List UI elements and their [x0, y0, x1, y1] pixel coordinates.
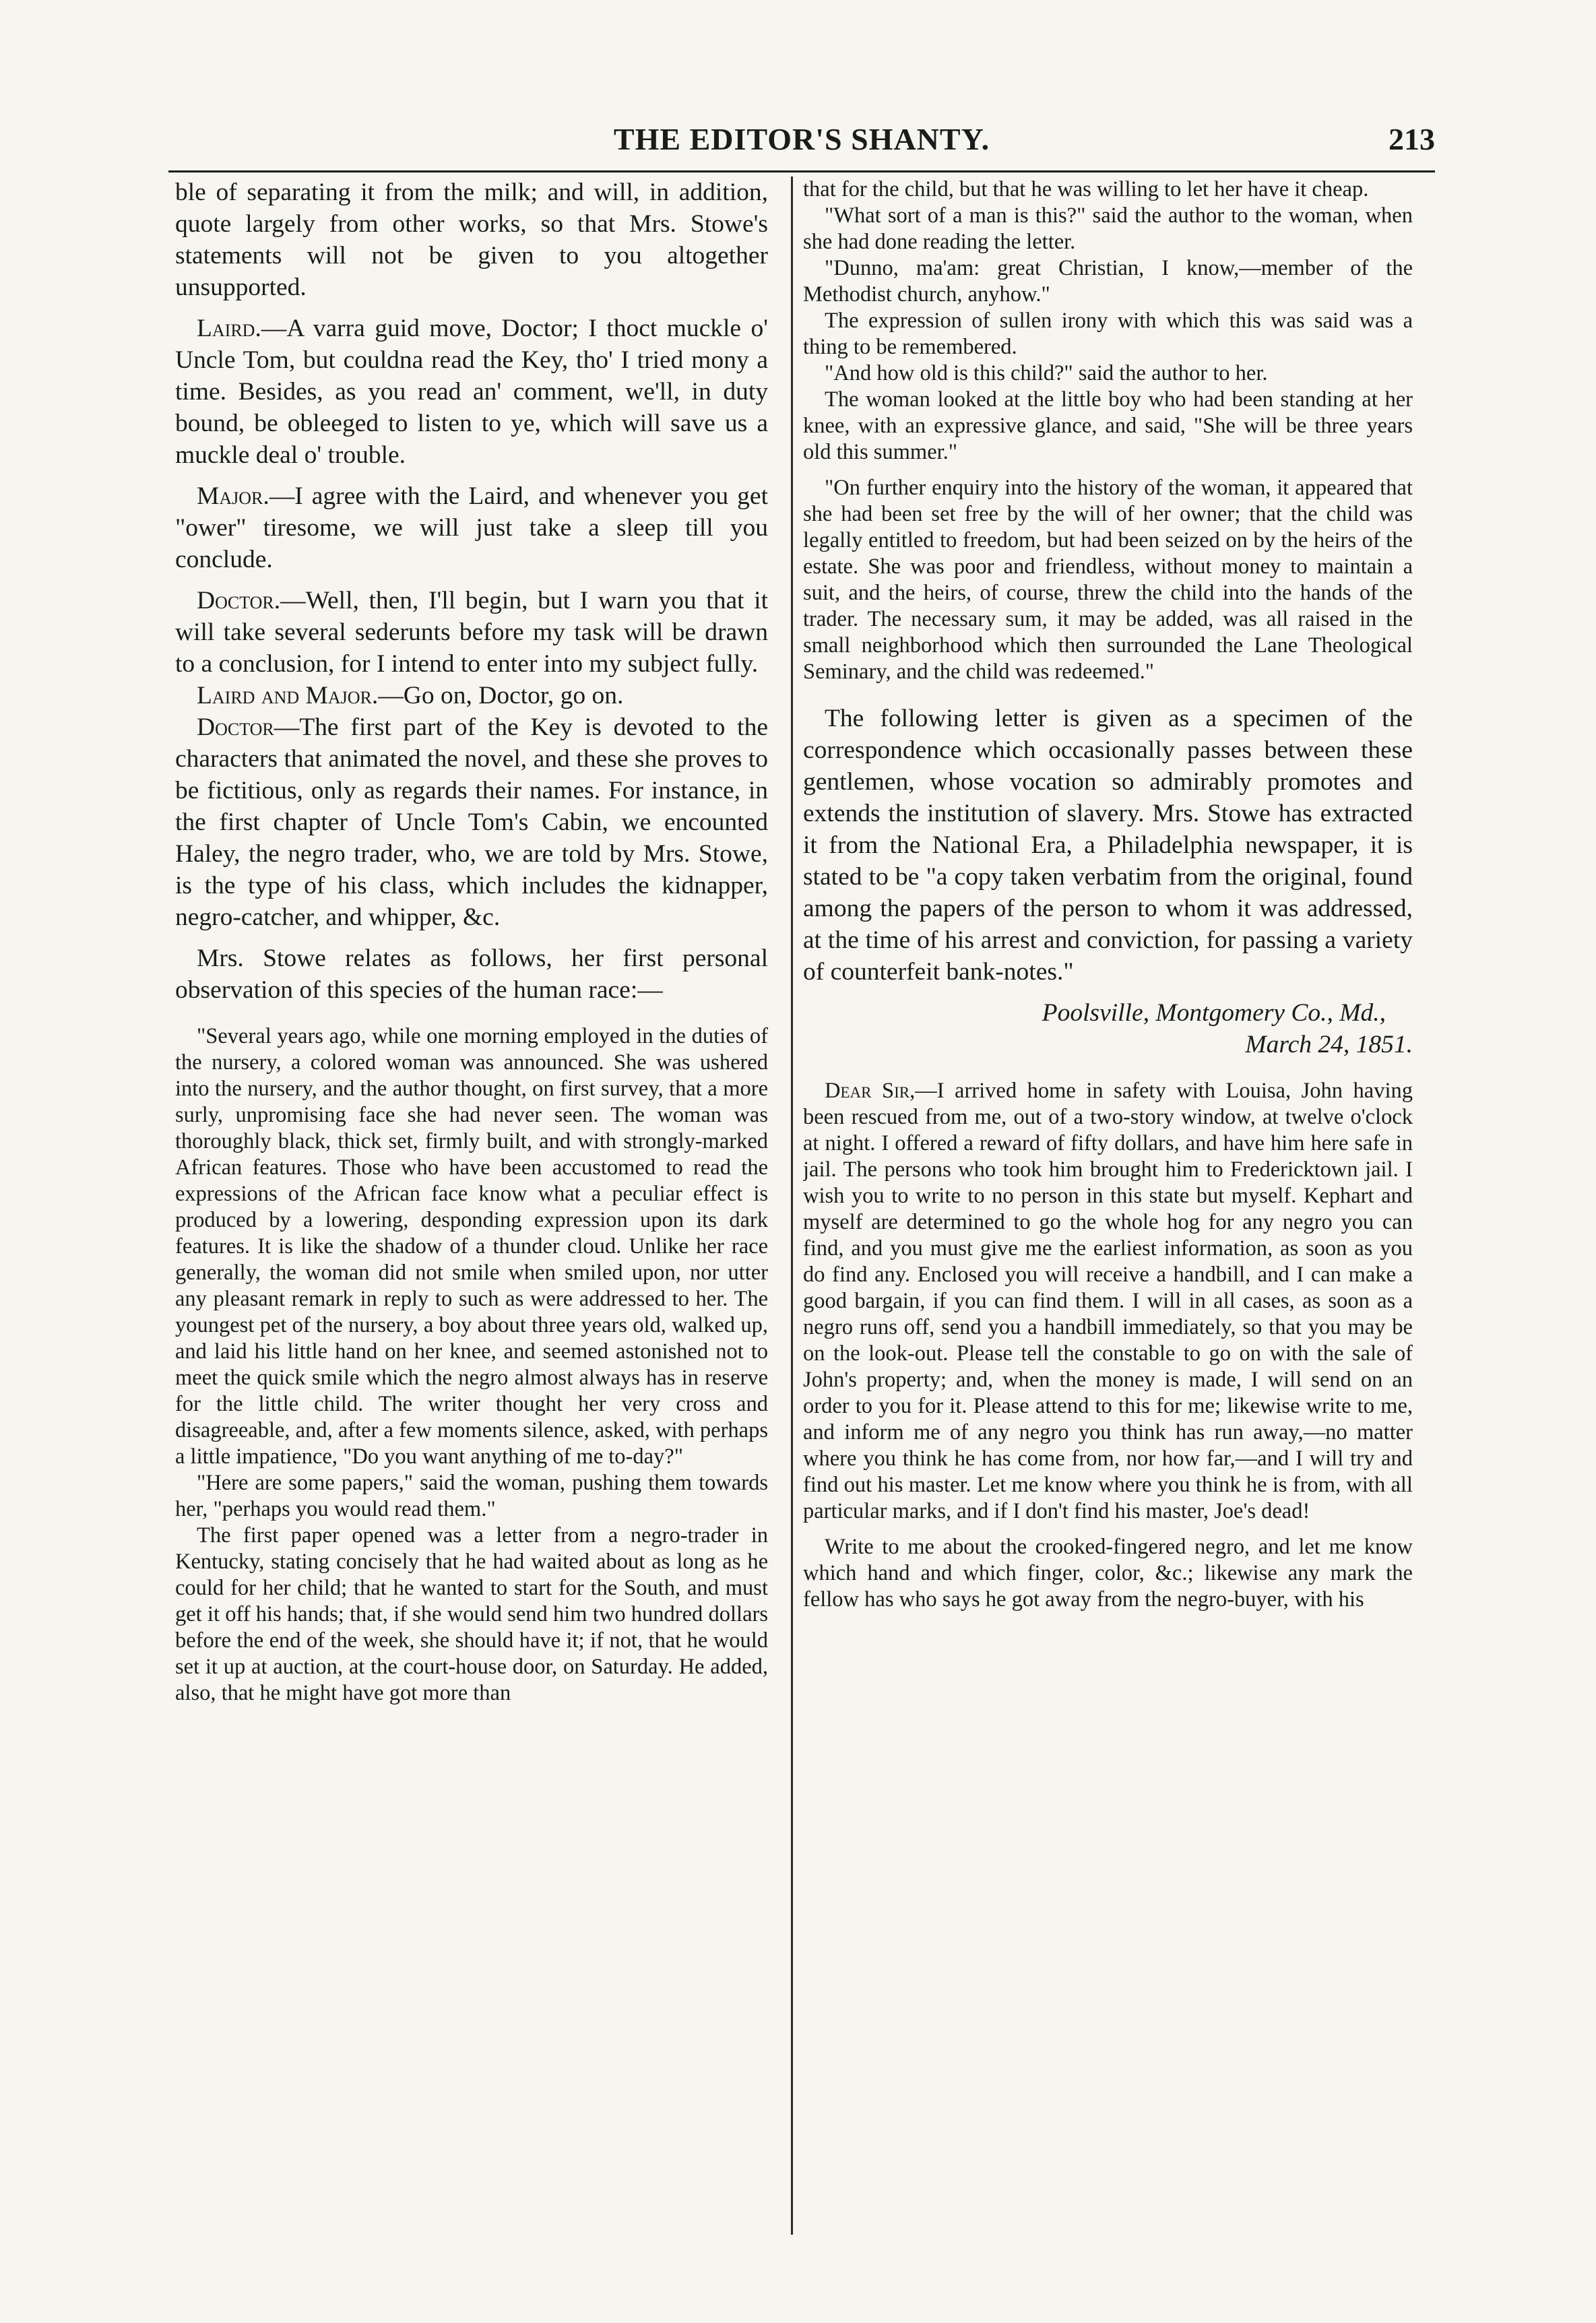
paragraph: The following letter is given as a specimen of the correspondence which occasionally passes between these gentlemen, whose vocation so admirably promotes and extends the institution of slavery. Mrs. Stowe has extracted it from the National Era, a Philadelphia newspaper, it is stated to be "a copy taken verbatim from the original, found among the papers of the person to whom it was addressed, at the time of his arrest and conviction, for passing a variety of counterfeit bank-notes."	[803, 705, 1413, 986]
speaker-name: Major.	[197, 482, 269, 510]
dialogue-doctor	[175, 711, 768, 933]
running-title: THE EDITOR'S SHANTY.	[613, 122, 990, 156]
dialogue-doctor	[175, 585, 768, 680]
column-divider	[791, 177, 793, 2235]
quotation: "Dunno, ma'am: great Christian, I know,—member of the Methodist church, anyhow."	[803, 256, 1413, 307]
dialogue-laird-and-major	[175, 680, 768, 711]
speaker-name: Doctor.	[197, 587, 281, 614]
speaker-name: Doctor	[197, 713, 274, 741]
page-number: 213	[1388, 122, 1435, 156]
dialogue-laird	[175, 313, 768, 471]
letter-dateline-date: March 24, 1851.	[1245, 1031, 1413, 1058]
letter-body: Write to me about the crooked-fingered negro, and let me know which hand and which finger, color, &c.; likewise any mark the fellow has who says he got away from the negro-buyer, with his	[803, 1535, 1413, 1612]
letter-text: —I arrived home in safety with Louisa, John having been rescued from me, out of a two-story window, at twelve o'clock at night. I offered a reward of fifty dollars, and have him here safe in jail. The persons who took him brought him to Fredericktown jail. I wish you to write to no person in this state but myself. Kephart and myself are determined to go the whole hog for any negro you can find, and you must give me the earliest information, as soon as you do find any. Enclosed you will receive a handbill, and I can make a good bargain, if you can find them. I will in all cases, as soon as a negro runs off, send you a handbill immediately, so that you may be on the look-out. Please tell the constable to go on with the sale of John's property; and, when the money is made, I will send on an order to you for it. Please attend to this for me; likewise write to me, and inform me of any negro you think has run away,—no matter where you think he has come from, nor how far,—and I will try and find out his master. Let me know where you think he is from, with all particular marks, and if I don't find his master, Joe's dead!	[803, 1079, 1413, 1523]
speaker-name: Laird and Major.	[197, 682, 379, 709]
quotation: The first paper opened was a letter from a negro-trader in Kentucky, stating concisely that he had waited about as long as he could for her child; that he wanted to start for the South, and must get it off his hands; that, if she would send him two hundred dollars before the end of the week, she should have it; if not, that he would set it up at auction, at the court-house door, on Saturday. He added, also, that he might have got more than	[175, 1523, 768, 1705]
dialogue-major	[175, 480, 768, 575]
speaker-name: Laird.	[197, 315, 261, 342]
speech-text: —A varra guid move, Doctor; I thoct muckle o' Uncle Tom, but couldna read the Key, tho' I tried mony a time. Besides, as you read an' comment, we'll, in duty bound, be obleeged to listen to ye, which will save us a muckle deal o' trouble.	[175, 315, 768, 469]
quotation: The woman looked at the little boy who had been standing at her knee, with an expressive glance, and said, "She will be three years old this summer."	[803, 387, 1413, 464]
quotation: "Several years ago, while one morning employed in the duties of the nursery, a colored woman was announced. She was ushered into the nursery, and the author thought, on first survey, that a more surly, unpromising face she had never seen. The woman was thoroughly black, thick set, firmly built, and with strongly-marked African features. Those who have been accustomed to read the expressions of the African face know what a peculiar effect is produced by a lowering, desponding expression upon its dark features. It is like the shadow of a thunder cloud. Unlike her race generally, the woman did not smile when smiled upon, nor utter any pleasant remark in reply to such as were addressed to her. The youngest pet of the nursery, a boy about three years old, walked up, and laid his little hand on her knee, and seemed astonished not to meet the quick smile which the negro almost always has in reserve for the little child. The writer thought her very cross and disagreeable, and, after a few moments silence, asked, with perhaps a little impatience, "Do you want anything of me to-day?"	[175, 1024, 768, 1469]
right-column	[803, 177, 1413, 2245]
letter-dateline-place: Poolsville, Montgomery Co., Md.,	[1042, 999, 1386, 1027]
quotation: The expression of sullen irony with which this was said was a thing to be remembered.	[803, 309, 1413, 359]
letter-body	[803, 1078, 1413, 1525]
quotation: "What sort of a man is this?" said the author to the woman, when she had done reading the letter.	[803, 203, 1413, 254]
quotation: that for the child, but that he was willing to let her have it cheap.	[803, 177, 1369, 201]
paragraph: Mrs. Stowe relates as follows, her first personal observation of this species of the human race:—	[175, 945, 768, 1004]
speech-text: —I agree with the Laird, and whenever you get "ower" tiresome, we will just take a sleep till you conclude.	[175, 482, 768, 573]
left-column	[175, 177, 768, 2245]
quotation: "On further enquiry into the history of the woman, it appeared that she had been set free by the will of her owner; that the child was legally entitled to freedom, but had been seized on by the heirs of the estate. She was poor and friendless, without money to maintain a suit, and the heirs, of course, threw the child into the hands of the trader. The necessary sum, it may be added, was all raised in the small neighborhood which then surrounded the Lane Theological Seminary, and the child was redeemed."	[803, 476, 1413, 684]
header-rule	[168, 170, 1435, 172]
speech-text: —The first part of the Key is devoted to the characters that animated the novel, and these she proves to be fictitious, only as regards their names. For instance, in the first chapter of Uncle Tom's Cabin, we encounted Haley, the negro trader, who, we are told by Mrs. Stowe, is the type of his class, which includes the kidnapper, negro-catcher, and whipper, &c.	[175, 713, 768, 931]
speech-text: —Well, then, I'll begin, but I warn you that it will take several sederunts before my task will be drawn to a conclusion, for I intend to enter into my subject fully.	[175, 587, 768, 678]
paragraph: ble of separating it from the milk; and will, in addition, quote largely from other works, so that Mrs. Stowe's statements will not be given to you altogether unsupported.	[175, 179, 768, 301]
quotation: "Here are some papers," said the woman, pushing them towards her, "perhaps you would read them."	[175, 1471, 768, 1521]
quotation: "And how old is this child?" said the author to her.	[825, 361, 1268, 385]
running-header	[168, 115, 1435, 162]
letter-salutation: Dear Sir,	[825, 1079, 916, 1103]
speech-text: —Go on, Doctor, go on.	[378, 682, 624, 709]
